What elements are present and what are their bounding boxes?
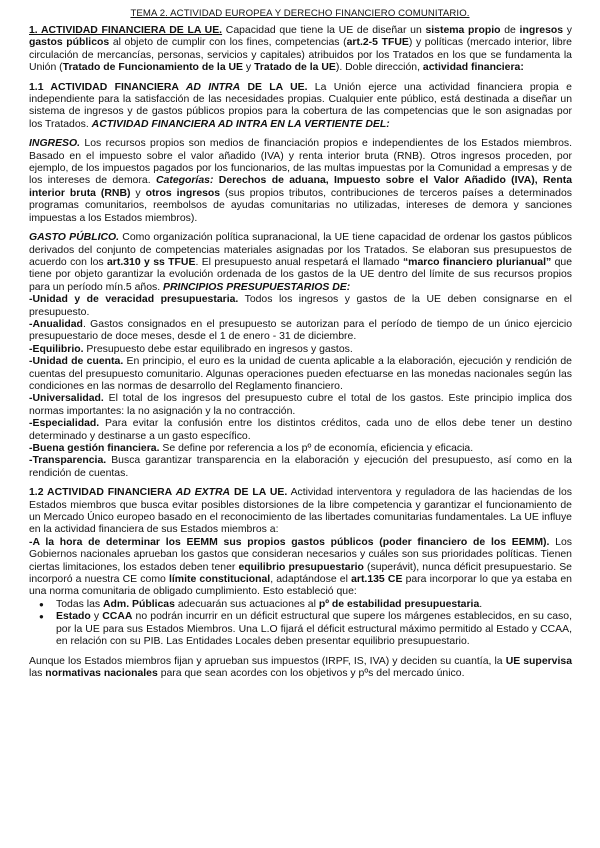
principle-item: -Equilibrio. Presupuesto debe estar equilibrado en ingresos y gastos. — [29, 343, 353, 355]
principle-item: -Transparencia. Busca garantizar transparencia en la elaboración y ejecución del presupuesto, así como en la rendición de cuentas. — [29, 455, 572, 479]
section-1-2-heading: 1.2 ACTIVIDAD FINANCIERA AD EXTRA DE LA UE. — [29, 487, 288, 499]
ingreso-paragraph: INGRESO. Los recursos propios son medios de financiación propios e independientes de los Estados miembros. Basado en el impuesto sobre el valor añadido (IVA) y renta interior bruta (RNB). Otros ingresos proceden, por ejemplo, de los impuestos pagados por los funcionarios, de las multas impuestas por la Comunidad a empresas y de los intereses de demora. Categorías: Derechos de aduana, Impuesto sobre el Valor Añadido (IVA), Renta interior bruta (RNB) y otros ingresos (sus propios tributos, contribuciones de terceros países a determinados programas comunitarios, reembolsos de ayudas comunitarias no utilizadas, intereses de demora y sanciones impuestas a los Estados miembros). — [29, 138, 572, 224]
gasto-title: GASTO PÚBLICO. — [29, 232, 120, 244]
section-1-1-paragraph: 1.1 ACTIVIDAD FINANCIERA AD INTRA DE LA UE. La Unión ejerce una actividad financiera propia e independiente para la satisfacción de las necesidades propias. Cualquier ente público, está destinada a diseñar un sistema de ingresos y de gastos públicos propios para la cobertura de las competencias que le son asignadas por los Tratados. ACTIVIDAD FINANCIERA AD INTRA EN LA VERTIENTE DEL: — [29, 81, 572, 130]
list-item: ● Estado y CCAA no podrán incurrir en un déficit estructural que supere los márgenes establecidos, en su caso, por la UE para sus Estados Miembros. Una L.O fijará el déficit estructural máximo permitido al Estado y CCAA, en relación con su PIB. Las Entidades Locales deben presentar equilibrio presupuestario. — [56, 611, 572, 648]
header-title: TEMA 2. ACTIVIDAD EUROPEA Y DERECHO FINANCIERO COMUNITARIO. — [130, 8, 470, 19]
bullet-list — [29, 599, 572, 649]
principle-item: -Unidad de cuenta. En principio, el euro es la unidad de cuenta aplicable a la elaboración, ejecución y rendición de cuentas del presupuesto comunitario. Algunas operaciones pueden efectuarse en las monedas nacionales según las condiciones en las normas de desarrollo del Reglamento financiero. — [29, 356, 572, 392]
eemm-gastos-paragraph: -A la hora de determinar los EEMM sus propios gastos públicos (poder financiero de los EEMM). Los Gobiernos nacionales aprueban los gastos que consideran necesarios y cuáles son sus prioridades políticas. Tienen ciertas limitaciones, los estados deben tener equilibrio presupuestario (superávit), nunca déficit presupuestario. Se incorporó a nuestra CE como límite constitucional, adaptándose el art.135 CE para incorporar lo que ya estaba en una norma comunitaria de obligado cumplimiento. Esto estableció que: — [29, 536, 572, 598]
principle-item: -Especialidad. Para evitar la confusión entre los distintos créditos, cada uno de ellos debe tener un destino determinado y destinarse a un gasto específico. — [29, 418, 572, 442]
document-body — [29, 25, 572, 687]
section-1-1-heading: 1.1 ACTIVIDAD FINANCIERA AD INTRA DE LA UE. — [29, 81, 308, 93]
section-1-2-paragraph: 1.2 ACTIVIDAD FINANCIERA AD EXTRA DE LA UE. Actividad interventora y reguladora de las haciendas de los Estados miembros que busca evitar posibles distorsiones de la libre competencia y garantizar el funcionamiento de un Mercado Único europeo basado en el reconocimiento de las libertades comunitarias fundamentales. La UE influye en la actividad financiera de sus Estados miembros a: — [29, 487, 573, 536]
closing-paragraph: Aunque los Estados miembros fijan y aprueban sus impuestos (IRPF, IS, IVA) y deciden su cuantía, la UE supervisa las normativas nacionales para que sean acordes con los objetivos y pºs del mercado único. — [29, 655, 572, 679]
principle-item: -Buena gestión financiera. Se define por referencia a los pº de economía, eficiencia y eficacia. — [29, 443, 474, 454]
section-1-heading: 1. ACTIVIDAD FINANCIERA DE LA UE. — [29, 25, 223, 36]
page-header — [0, 8, 600, 19]
principle-item: -Universalidad. El total de los ingresos del presupuesto cubre el total de los gastos. Este principio implica dos normas importantes: la no asignación y la no contracción. — [29, 393, 572, 417]
gasto-paragraph: GASTO PÚBLICO. Como organización política supranacional, la UE tiene capacidad de ordenar los gastos públicos derivados del conjunto de competencias materiales asignadas por los Tratados. Se elaboran sus presupuestos de acuerdo con los art.310 y ss TFUE. El presupuesto anual respetará el llamado “marco financiero plurianual” que tiene por objeto garantizar la evolución ordenada de los gastos de la UE dentro del límite de sus recursos propios para un período mín.5 años. PRINCIPIOS PRESUPUESTARIOS DE: — [29, 232, 572, 293]
ingreso-title: INGRESO. — [29, 138, 81, 150]
list-item: ● Todas las Adm. Públicas adecuarán sus actuaciones al pº de estabilidad presupuestaria. — [56, 599, 572, 611]
principle-item: -Unidad y de veracidad presupuestaria. Todos los ingresos y gastos de la UE deben consignarse en el presupuesto. — [29, 294, 572, 318]
section-1-paragraph: 1. ACTIVIDAD FINANCIERA DE LA UE. Capacidad que tiene la UE de diseñar un sistema propio de ingresos y gastos públicos al objeto de cumplir con los fines, competencias (art.2-5 TFUE) y políticas (mercado interior, libre circulación de mercancías, personas, servicios y capitales) atribuidos por los Tratados en los que se fundamenta la Unión (Tratado de Funcionamiento de la UE y Tratado de la UE). Doble dirección, actividad financiera: — [29, 25, 572, 74]
principle-item: -Anualidad. Gastos consignados en el presupuesto se autorizan para el período de tiempo de un único ejercicio presupuestario de doce meses, desde el 1 de enero - 31 de diciembre. — [29, 318, 572, 343]
